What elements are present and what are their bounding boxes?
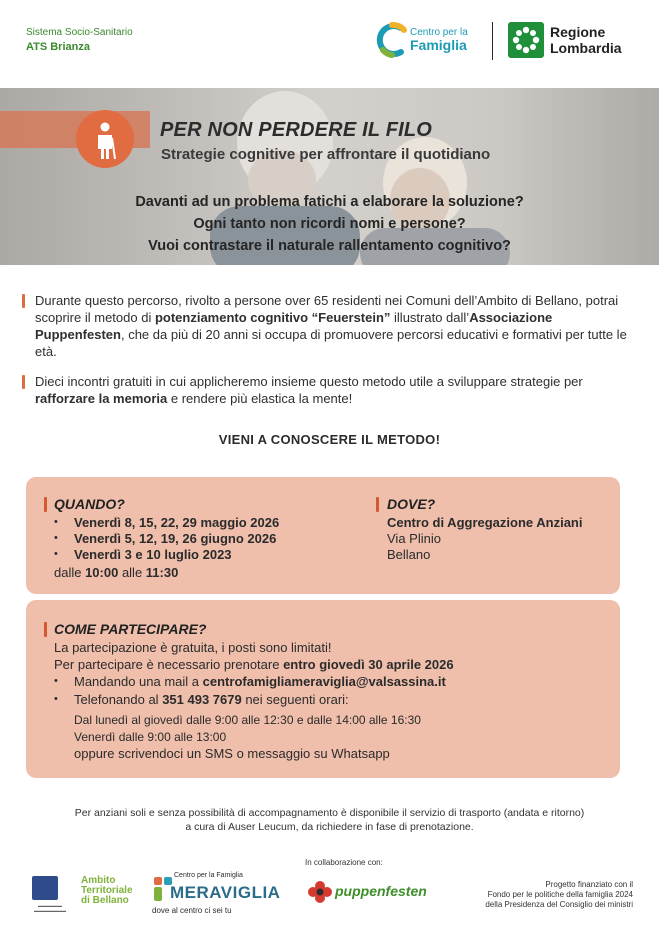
time-mid: alle (118, 565, 146, 580)
centro-famiglia-text (410, 26, 468, 52)
email-prefix: Mandando una mail a (74, 674, 203, 689)
regione-lombardia-text (550, 24, 622, 56)
time-prefix: dalle (54, 565, 86, 580)
meraviglia-logo-text: MERAVIGLIA (170, 883, 281, 902)
cpf-line-2: Famiglia (410, 37, 467, 53)
bullet-dot: • (54, 548, 58, 560)
p2-highlight: rafforzare la memoria (35, 391, 168, 406)
org-line-2: ATS Brianza (26, 41, 90, 53)
heading-accent-bar (44, 497, 47, 512)
p1-text-e: , che da più di 20 anni si occupa di promuovere percorsi educativi e formativi per tutte le età. (35, 327, 627, 359)
transport-note (0, 806, 659, 834)
banner-question-3: Vuoi contrastare il naturale rallentamento cognitivo? (148, 238, 511, 254)
p1-text-a: Durante questo percorso, rivolto a persone over 65 residenti nei Comuni dell’Ambito di Bellano, potrai scoprire il metodo di (35, 293, 619, 325)
org-line-1: Sistema Socio-Sanitario (26, 27, 133, 38)
date-line-1 (74, 515, 279, 531)
municipality-emblem-caption: ▬▬▬▬▬▬ ▬▬▬▬▬▬▬▬ (34, 903, 66, 913)
date-line-3 (74, 547, 232, 563)
funding-credit (413, 880, 633, 910)
banner-question-2: Ogni tanto non ricordi nomi e persone? (193, 216, 466, 232)
meraviglia-tagline: dove al centro ci sei tu (152, 906, 232, 915)
venue-street: Via Plinio (387, 531, 441, 546)
ambito-line-3: di Bellano (81, 895, 129, 906)
when-heading: QUANDO? (54, 496, 125, 512)
puppenfesten-logo-text: puppenfesten (335, 883, 427, 899)
how-to-participate-box (26, 600, 620, 778)
funding-line-1: Progetto finanziato con il (545, 880, 633, 889)
date-1: Venerdì 8, 15, 22, 29 maggio 2026 (74, 515, 280, 530)
hours-friday: Venerdì dalle 9:00 alle 13:00 (74, 730, 227, 744)
paragraph-accent-bar (22, 375, 25, 389)
email-address-link[interactable]: centrofamigliameraviglia@valsassina.it (202, 674, 446, 689)
hero-banner (0, 88, 659, 265)
booking-text: Per partecipare è necessario prenotare (54, 657, 284, 672)
regione-lombardia-logo (508, 22, 638, 60)
heading-accent-bar (376, 497, 379, 512)
time-line (54, 565, 178, 581)
ambito-line-2: Territoriale (81, 885, 133, 896)
regione-line-1: Regione (550, 24, 606, 40)
participate-heading: COME PARTECIPARE? (54, 621, 207, 637)
hours-weekday: Dal lunedì al giovedì dalle 9:00 alle 12:30 e dalle 14:00 alle 16:30 (74, 713, 421, 727)
p2-text-a: Dieci incontri gratuiti in cui applicheremo insieme questo metodo utile a sviluppare strategie per (35, 374, 583, 389)
where-heading: DOVE? (387, 496, 436, 512)
regione-line-2: Lombardia (550, 40, 622, 56)
elderly-person-badge (76, 110, 134, 168)
p1-text-c: illustrato dall’ (390, 310, 470, 325)
cpf-line-1: Centro per la (410, 27, 468, 38)
call-to-action: VIENI A CONOSCERE IL METODO! (218, 432, 441, 447)
centro-per-la-famiglia-logo (374, 20, 478, 60)
booking-deadline-line (54, 657, 454, 673)
funding-line-2: Fondo per le politiche della famiglia 2024 (487, 890, 633, 899)
bullet-dot: • (54, 532, 58, 544)
transport-note-line-2: a cura di Auser Leucum, da richiedere in fase di prenotazione. (185, 821, 474, 833)
banner-question-1: Davanti ad un problema fatichi a elaborare la soluzione? (135, 194, 524, 210)
venue-town: Bellano (387, 547, 431, 562)
phone-number-link[interactable]: 351 493 7679 (162, 692, 242, 707)
venue-place: Centro di Aggregazione Anziani (387, 515, 583, 530)
puppenfesten-flower-icon (307, 880, 333, 906)
meraviglia-top-label: Centro per la Famiglia (174, 872, 243, 879)
date-2: Venerdì 5, 12, 19, 26 giugno 2026 (74, 531, 277, 546)
email-line (74, 674, 446, 690)
logo-divider (492, 22, 493, 60)
date-line-2 (74, 531, 276, 547)
sms-whatsapp-line: oppure scrivendoci un SMS o messaggio su Whatsapp (74, 746, 390, 761)
intro-paragraph-1 (35, 292, 635, 360)
venue-name (387, 515, 583, 531)
p2-text-c: e rendere più elastica la mente! (167, 391, 353, 406)
p1-method-name: potenziamento cognitivo “Feuerstein” (154, 310, 391, 325)
regione-lombardia-rose-icon (508, 22, 544, 58)
booking-deadline: entro giovedì 30 aprile 2026 (283, 657, 454, 672)
ambito-line-1: Ambito (81, 875, 116, 886)
time-end: 11:30 (145, 565, 179, 580)
time-start: 10:00 (85, 565, 119, 580)
bullet-dot: • (54, 516, 58, 528)
paragraph-accent-bar (22, 294, 25, 308)
funding-line-3: della Presidenza del Consiglio dei ministri (485, 900, 633, 909)
bullet-dot: • (54, 675, 58, 687)
event-title: PER NON PERDERE IL FILO (160, 119, 433, 141)
date-3: Venerdì 3 e 10 luglio 2023 (74, 547, 232, 562)
phone-suffix: nei seguenti orari: (241, 692, 349, 707)
centro-famiglia-logo-icon (374, 20, 410, 60)
ambito-bellano-logo (81, 876, 133, 906)
bullet-dot: • (54, 693, 58, 705)
phone-line (74, 692, 349, 708)
free-participation-line: La partecipazione è gratuita, i posti sono limitati! (54, 640, 332, 655)
collaboration-label: In collaborazione con: (305, 858, 383, 867)
elderly-person-icon (76, 110, 134, 168)
municipality-emblem-icon (32, 876, 58, 900)
heading-accent-bar (44, 622, 47, 637)
p1-association-name: Associazione Puppenfesten (35, 310, 553, 342)
phone-prefix: Telefonando al (74, 692, 163, 707)
when-where-box (26, 477, 620, 594)
ats-brianza-label (26, 26, 133, 54)
event-subtitle: Strategie cognitive per affrontare il quotidiano (161, 146, 491, 163)
transport-note-line-1: Per anziani soli e senza possibilità di accompagnamento è disponibile il servizio di trasporto (andata e ritorno) (74, 807, 585, 819)
intro-paragraph-2 (35, 373, 635, 407)
